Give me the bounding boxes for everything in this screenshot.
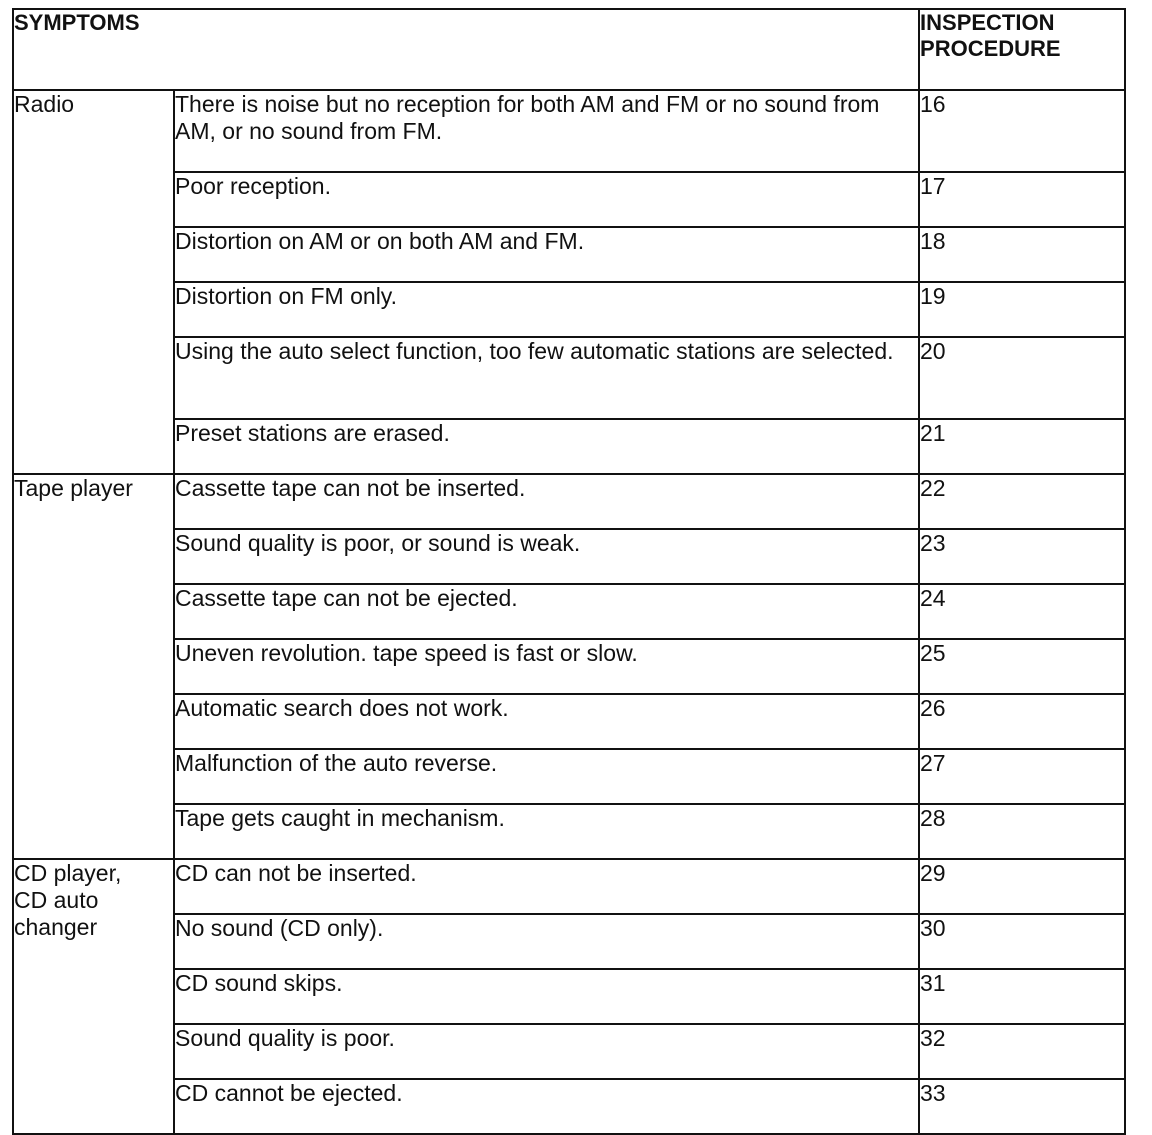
symptoms-table xyxy=(12,8,1126,1135)
symptom-cell: CD sound skips. xyxy=(174,969,919,1024)
procedure-number-cell: 25 xyxy=(919,639,1125,694)
table-row xyxy=(13,419,1125,474)
symptom-cell: Distortion on AM or on both AM and FM. xyxy=(174,227,919,282)
table-row xyxy=(13,529,1125,584)
category-label-line: CD auto xyxy=(14,887,99,913)
table-row xyxy=(13,859,1125,914)
table-row xyxy=(13,90,1125,172)
category-cell xyxy=(13,859,174,1134)
table-header-row xyxy=(13,9,1125,90)
table-row xyxy=(13,969,1125,1024)
category-label-line: Radio xyxy=(14,91,75,117)
procedure-number-cell: 33 xyxy=(919,1079,1125,1134)
symptom-cell: Sound quality is poor, or sound is weak. xyxy=(174,529,919,584)
symptom-cell: Poor reception. xyxy=(174,172,919,227)
inspection-procedure-header xyxy=(919,9,1125,90)
procedure-number-cell: 22 xyxy=(919,474,1125,529)
procedure-number-cell: 31 xyxy=(919,969,1125,1024)
table-row xyxy=(13,1024,1125,1079)
symptom-cell: No sound (CD only). xyxy=(174,914,919,969)
category-cell xyxy=(13,90,174,474)
table-row xyxy=(13,694,1125,749)
table-row xyxy=(13,804,1125,859)
symptom-cell: There is noise but no reception for both AM and FM or no sound from AM, or no sound from FM. xyxy=(174,90,919,172)
procedure-number-cell: 17 xyxy=(919,172,1125,227)
procedure-number-cell: 27 xyxy=(919,749,1125,804)
symptom-cell: Using the auto select function, too few automatic stations are selected. xyxy=(174,337,919,419)
table-row xyxy=(13,639,1125,694)
table-row xyxy=(13,474,1125,529)
symptom-cell: Cassette tape can not be inserted. xyxy=(174,474,919,529)
symptom-cell: Distortion on FM only. xyxy=(174,282,919,337)
table-row xyxy=(13,1079,1125,1134)
procedure-number-cell: 21 xyxy=(919,419,1125,474)
procedure-number-cell: 19 xyxy=(919,282,1125,337)
procedure-number-cell: 28 xyxy=(919,804,1125,859)
procedure-number-cell: 29 xyxy=(919,859,1125,914)
symptom-cell: CD cannot be ejected. xyxy=(174,1079,919,1134)
symptom-cell: Tape gets caught in mechanism. xyxy=(174,804,919,859)
symptom-cell: CD can not be inserted. xyxy=(174,859,919,914)
procedure-number-cell: 24 xyxy=(919,584,1125,639)
table-row xyxy=(13,584,1125,639)
symptom-cell: Automatic search does not work. xyxy=(174,694,919,749)
table-row xyxy=(13,172,1125,227)
table-body xyxy=(13,90,1125,1134)
symptom-cell: Sound quality is poor. xyxy=(174,1024,919,1079)
symptom-cell: Malfunction of the auto reverse. xyxy=(174,749,919,804)
table-row xyxy=(13,749,1125,804)
table-row xyxy=(13,227,1125,282)
category-label-line: changer xyxy=(14,914,98,940)
table-row xyxy=(13,337,1125,419)
procedure-number-cell: 26 xyxy=(919,694,1125,749)
category-cell xyxy=(13,474,174,859)
procedure-number-cell: 18 xyxy=(919,227,1125,282)
procedure-number-cell: 32 xyxy=(919,1024,1125,1079)
symptom-cell: Preset stations are erased. xyxy=(174,419,919,474)
category-label-line: CD player, xyxy=(14,860,122,886)
category-label-line: Tape player xyxy=(14,475,133,501)
table-row xyxy=(13,282,1125,337)
procedure-number-cell: 20 xyxy=(919,337,1125,419)
procedure-number-cell: 16 xyxy=(919,90,1125,172)
symptom-cell: Cassette tape can not be ejected. xyxy=(174,584,919,639)
symptoms-header: SYMPTOMS xyxy=(13,9,919,90)
table-row xyxy=(13,914,1125,969)
procedure-header-line-2: PROCEDURE xyxy=(920,36,1061,61)
procedure-number-cell: 30 xyxy=(919,914,1125,969)
symptom-cell: Uneven revolution. tape speed is fast or slow. xyxy=(174,639,919,694)
procedure-header-line-1: INSPECTION xyxy=(920,10,1055,35)
procedure-number-cell: 23 xyxy=(919,529,1125,584)
